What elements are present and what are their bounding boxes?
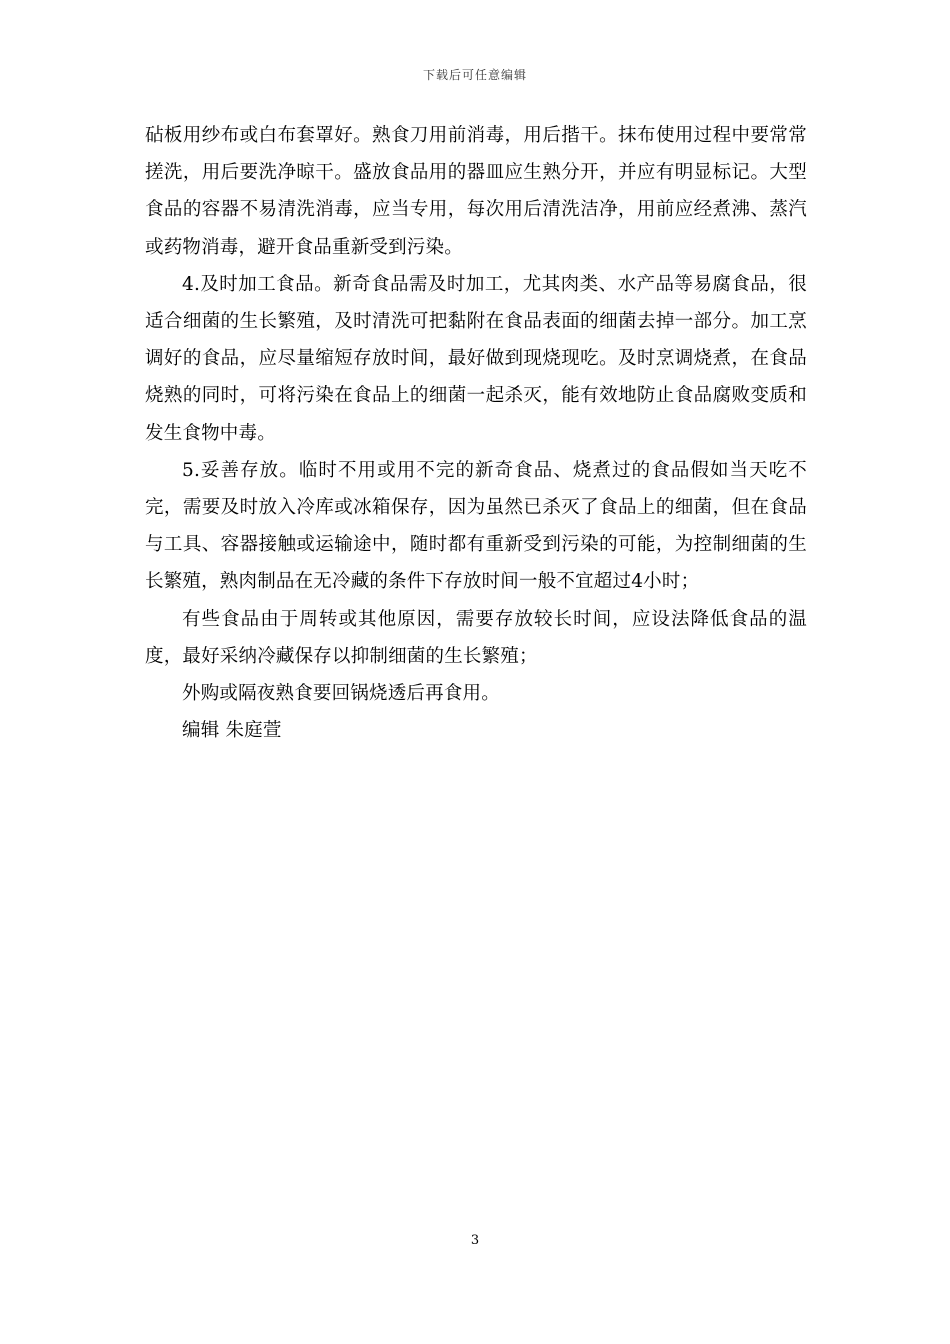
paragraph-utensils: 砧板用纱布或白布套罩好。熟食刀用前消毒，用后揩干。抹布使用过程中要常常搓洗，用后要洗净晾干。盛放食品用的器皿应生熟分开，并应有明显标记。大型食品的容器不易清洗消毒，应当专用，每次用后清洗洁净，用前应经煮沸、蒸汽或药物消毒，避开食品重新受到污染。 xyxy=(145,125,807,258)
page-header-note: 下载后可任意编辑 xyxy=(422,68,527,82)
paragraph-editor: 编辑 朱庭萱 xyxy=(182,720,282,742)
document-body xyxy=(145,117,807,749)
page-number: 3 xyxy=(470,1233,480,1248)
paragraph-timely-processing: 4.及时加工食品。新奇食品需及时加工，尤其肉类、水产品等易腐食品，很适合细菌的生长繁殖，及时清洗可把黏附在食品表面的细菌去掉一部分。加工烹调好的食品，应尽量缩短存放时间，最好做到现烧现吃。及时烹调烧煮，在食品烧熟的同时，可将污染在食品上的细菌一起杀灭，能有效地防止食品腐败变质和发生食物中毒。 xyxy=(145,273,807,444)
paragraph-long-storage: 有些食品由于周转或其他原因，需要存放较长时间，应设法降低食品的温度，最好采纳冷藏保存以抑制细菌的生长繁殖； xyxy=(145,608,807,667)
paragraph-reheat: 外购或隔夜熟食要回锅烧透后再食用。 xyxy=(182,683,500,705)
paragraph-proper-storage: 5.妥善存放。临时不用或用不完的新奇食品、烧煮过的食品假如当天吃不完，需要及时放入冷库或冰箱保存，因为虽然已杀灭了食品上的细菌，但在食品与工具、容器接触或运输途中，随时都有重新受到污染的可能，为控制细菌的生长繁殖，熟肉制品在无冷藏的条件下存放时间一般不宜超过4小时； xyxy=(145,459,807,593)
